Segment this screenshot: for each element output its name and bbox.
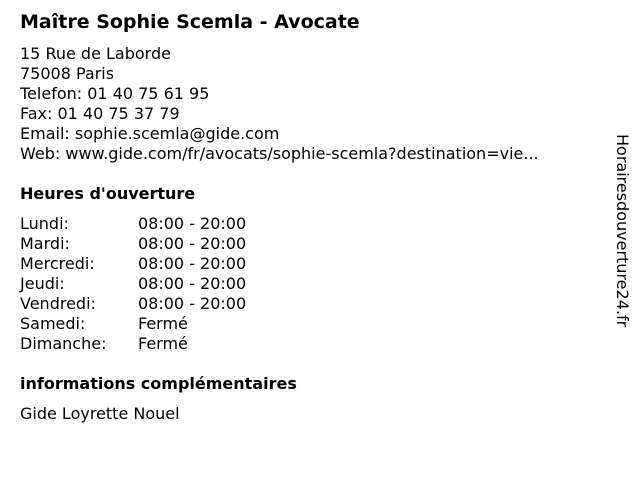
additional-info-text: Gide Loyrette Nouel <box>20 404 180 423</box>
day-label: Dimanche: <box>20 334 107 353</box>
opening-hours-heading: Heures d'ouverture <box>20 184 196 203</box>
phone-number: Telefon: 01 40 75 61 95 <box>20 84 210 103</box>
contact-block <box>20 44 539 164</box>
address-street: 15 Rue de Laborde <box>20 44 171 63</box>
day-hours: 08:00 - 20:00 <box>138 234 247 253</box>
hours-row-tuesday <box>20 234 246 254</box>
day-hours: 08:00 - 20:00 <box>138 274 247 293</box>
day-label: Mercredi: <box>20 254 95 273</box>
hours-row-thursday <box>20 274 246 294</box>
page-title: Maître Sophie Scemla - Avocate <box>20 11 360 33</box>
day-hours: 08:00 - 20:00 <box>138 254 247 273</box>
hours-row-monday <box>20 214 246 234</box>
email-address: Email: sophie.scemla@gide.com <box>20 124 280 143</box>
day-label: Mardi: <box>20 234 70 253</box>
day-hours: Fermé <box>138 334 188 353</box>
hours-row-friday <box>20 294 246 314</box>
day-label: Vendredi: <box>20 294 96 313</box>
brand-watermark <box>612 134 632 344</box>
additional-info-heading: informations complémentaires <box>20 374 297 393</box>
hours-row-saturday <box>20 314 246 334</box>
day-hours: 08:00 - 20:00 <box>138 294 247 313</box>
day-hours: Fermé <box>138 314 188 333</box>
day-label: Lundi: <box>20 214 69 233</box>
day-label: Samedi: <box>20 314 86 333</box>
day-label: Jeudi: <box>20 274 65 293</box>
website-link[interactable]: Web: www.gide.com/fr/avocats/sophie-scemla?destination=vie... <box>20 144 539 163</box>
opening-hours-table <box>20 214 246 354</box>
fax-number: Fax: 01 40 75 37 79 <box>20 104 180 123</box>
address-city: 75008 Paris <box>20 64 115 83</box>
hours-row-sunday <box>20 334 246 354</box>
day-hours: 08:00 - 20:00 <box>138 214 247 233</box>
hours-row-wednesday <box>20 254 246 274</box>
brand-text: Horairesdouverture24.fr <box>613 134 632 328</box>
